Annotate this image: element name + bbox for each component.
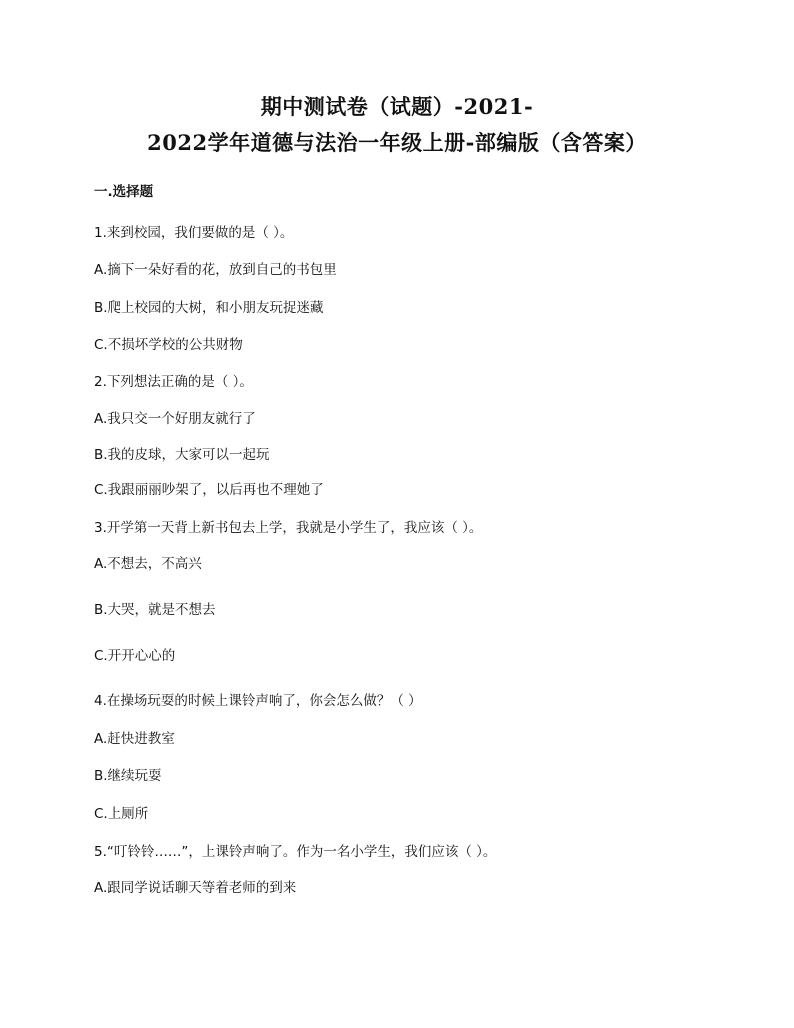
question-option: B.大哭，就是不想去 xyxy=(94,602,216,618)
section-heading: 一.选择题 xyxy=(94,184,154,200)
question-option: C.上厕所 xyxy=(94,806,149,822)
question-option: B.我的皮球，大家可以一起玩 xyxy=(94,447,270,463)
question-option: A.赶快进教室 xyxy=(94,731,175,747)
question-option: C.不损坏学校的公共财物 xyxy=(94,337,243,353)
question-option: A.我只交一个好朋友就行了 xyxy=(94,411,256,427)
document-title-line-1: 期中测试卷（试题）-2021- xyxy=(260,94,534,119)
question-stem: 4.在操场玩耍的时候上课铃声响了，你会怎么做？（ ） xyxy=(94,693,422,709)
question-option: C.开开心心的 xyxy=(94,648,176,664)
question-option: B.继续玩耍 xyxy=(94,768,162,784)
question-option: A.不想去，不高兴 xyxy=(94,556,202,572)
question-stem: 3.开学第一天背上新书包去上学，我就是小学生了，我应该（ ）。 xyxy=(94,520,483,536)
question-option: B.爬上校园的大树，和小朋友玩捉迷藏 xyxy=(94,300,324,316)
question-option: C.我跟丽丽吵架了，以后再也不理她了 xyxy=(94,482,324,498)
question-stem: 2.下列想法正确的是（ ）。 xyxy=(94,374,253,390)
document-title-line-2: 2022学年道德与法治一年级上册-部编版（含答案） xyxy=(147,130,647,155)
question-option: A.摘下一朵好看的花，放到自己的书包里 xyxy=(94,262,337,278)
question-option: A.跟同学说话聊天等着老师的到来 xyxy=(94,880,297,896)
question-stem: 5.“叮铃铃……”，上课铃声响了。作为一名小学生，我们应该（ ）。 xyxy=(94,844,497,860)
question-stem: 1.来到校园，我们要做的是（ ）。 xyxy=(94,225,294,241)
